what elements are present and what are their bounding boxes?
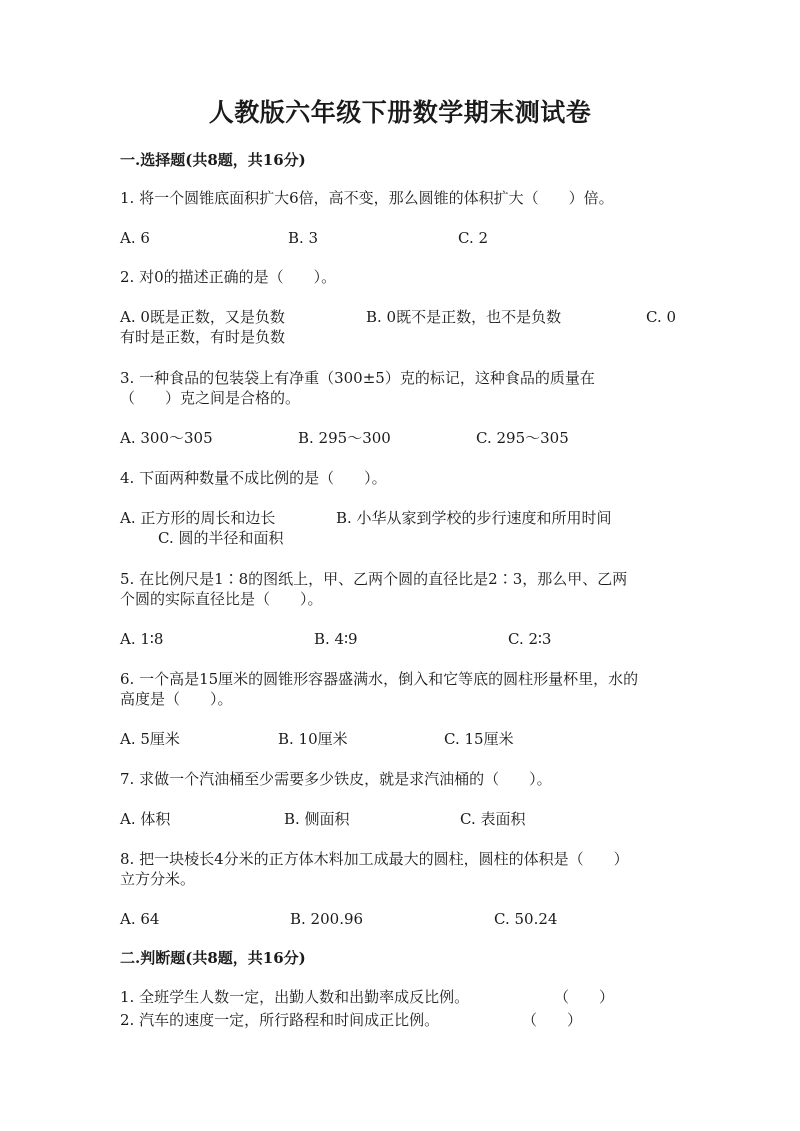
question-6-option-c: C. 15厘米 [444, 730, 514, 748]
question-4-option-c: C. 圆的半径和面积 [158, 529, 284, 547]
question-8-option-c: C. 50.24 [494, 910, 558, 928]
question-1-option-a: A. 6 [120, 229, 150, 247]
question-1-option-c: C. 2 [458, 229, 489, 247]
question-2-stem: 2. 对0的描述正确的是（ ）。 [120, 268, 337, 286]
question-1-option-b: B. 3 [288, 229, 319, 247]
question-5-stem-line1: 5. 在比例尺是1∶8的图纸上，甲、乙两个圆的直径比是2∶3，那么甲、乙两 [120, 570, 628, 588]
question-7-stem: 7. 求做一个汽油桶至少需要多少铁皮，就是求汽油桶的（ ）。 [120, 770, 552, 788]
judgment-1-blank: （ ） [554, 988, 615, 1006]
question-6-option-a: A. 5厘米 [120, 730, 180, 748]
question-3-option-b: B. 295～300 [298, 429, 391, 447]
question-2-option-a: A. 0既是正数，又是负数 [120, 308, 285, 326]
section-heading-choice: 一.选择题(共8题，共16分) [120, 151, 306, 169]
section-heading-judgment: 二.判断题(共8题，共16分) [120, 949, 306, 967]
question-5-stem-line2: 个圆的实际直径比是（ ）。 [120, 590, 323, 608]
question-5-option-a: A. 1∶8 [120, 630, 164, 648]
judgment-2-text: 2. 汽车的速度一定，所行路程和时间成正比例。 [120, 1011, 440, 1029]
judgment-2-blank: （ ） [522, 1011, 583, 1029]
question-6-option-b: B. 10厘米 [278, 730, 348, 748]
question-3-option-c: C. 295～305 [476, 429, 569, 447]
question-5-option-b: B. 4∶9 [314, 630, 358, 648]
question-8-stem-line2: 立方分米。 [120, 870, 196, 888]
question-2-option-c-continued: 有时是正数，有时是负数 [120, 328, 286, 346]
question-7-option-c: C. 表面积 [460, 810, 526, 828]
question-2-option-c: C. 0 [646, 308, 677, 326]
question-7-option-a: A. 体积 [120, 810, 171, 828]
question-2-option-b: B. 0既不是正数，也不是负数 [366, 308, 562, 326]
question-4-stem: 4. 下面两种数量不成比例的是（ ）。 [120, 469, 387, 487]
question-8-stem-line1: 8. 把一块棱长4分米的正方体木料加工成最大的圆柱，圆柱的体积是（ ） [120, 850, 629, 868]
question-1-stem: 1. 将一个圆锥底面积扩大6倍，高不变，那么圆锥的体积扩大（ ）倍。 [120, 189, 614, 207]
question-3-stem-line1: 3. 一种食品的包装袋上有净重（300±5）克的标记，这种食品的质量在 [120, 369, 595, 387]
question-3-option-a: A. 300～305 [120, 429, 213, 447]
question-3-stem-line2: （ ）克之间是合格的。 [120, 389, 301, 407]
question-8-option-b: B. 200.96 [290, 910, 364, 928]
question-6-stem-line2: 高度是（ ）。 [120, 690, 233, 708]
question-5-option-c: C. 2∶3 [508, 630, 552, 648]
question-7-option-b: B. 侧面积 [284, 810, 350, 828]
page-title: 人教版六年级下册数学期末测试卷 [208, 98, 592, 127]
question-4-option-b: B. 小华从家到学校的步行速度和所用时间 [336, 509, 612, 527]
question-4-option-a: A. 正方形的周长和边长 [120, 509, 276, 527]
judgment-1-text: 1. 全班学生人数一定，出勤人数和出勤率成反比例。 [120, 988, 470, 1006]
question-6-stem-line1: 6. 一个高是15厘米的圆锥形容器盛满水，倒入和它等底的圆柱形量杯里，水的 [120, 670, 639, 688]
question-8-option-a: A. 64 [120, 910, 160, 928]
